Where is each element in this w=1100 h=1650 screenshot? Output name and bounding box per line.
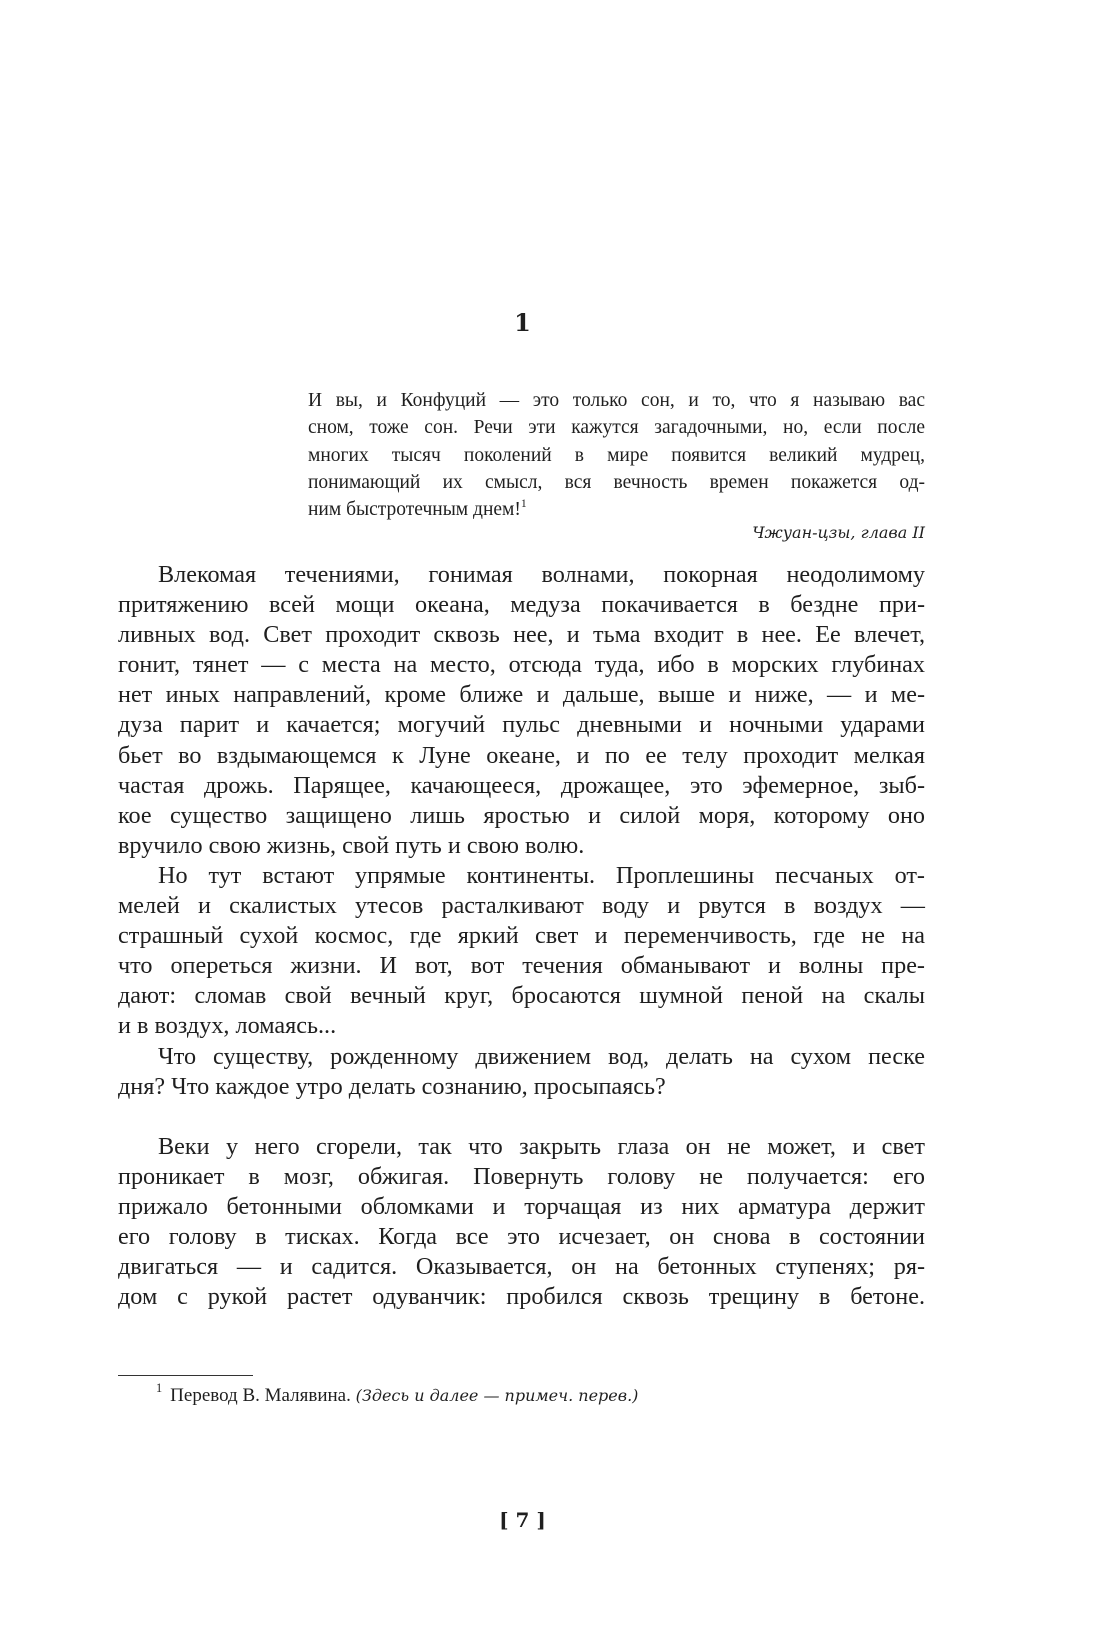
text-line: что опереться жизни. И вот, вот течения обманывают и волны пре- (118, 952, 925, 980)
epigraph-line: многих тысяч поколений в мире появится великий мудрец, (308, 444, 925, 466)
text-line: дом с рукой растет одуванчик: пробился сквозь трещину в бетоне. (118, 1283, 925, 1311)
text-line: Что существу, рожденному движением вод, делать на сухом песке (158, 1042, 925, 1070)
body-text (118, 560, 925, 1312)
text-line: частая дрожь. Парящее, качающееся, дрожащее, это эфемерное, зыб- (118, 771, 925, 799)
text-line: вручило свою жизнь, свой путь и свою волю. (118, 831, 585, 859)
epigraph-line: ним быстротечным днем! (308, 499, 521, 521)
text-line: и в воздух, ломаясь... (118, 1012, 337, 1040)
footnote (156, 1381, 639, 1408)
text-line: бьет во вздымающемся к Луне океане, и по ее телу проходит мелкая (118, 741, 925, 769)
text-line: проникает в мозг, обжигая. Повернуть голову не получается: его (118, 1162, 925, 1190)
text-line: нет иных направлений, кроме ближе и дальше, выше и ниже, — и ме- (118, 681, 925, 709)
epigraph-line: И вы, и Конфуций — это только сон, и то, что я называю вас (308, 390, 925, 411)
text-line: прижало бетонными обломками и торчащая из них арматура держит (118, 1192, 925, 1220)
text-line: его голову в тисках. Когда все это исчезает, он снова в состоянии (118, 1222, 925, 1250)
text-line: мелей и скалистых утесов расталкивают воду и рвутся в воздух — (118, 892, 925, 920)
text-line: дня? Что каждое утро делать сознанию, просыпаясь? (118, 1072, 666, 1100)
epigraph-attribution: Чжуан-цзы, глава II (752, 523, 925, 543)
chapter-number: 1 (514, 308, 531, 337)
paragraph (118, 1042, 925, 1102)
text-line: Веки у него сгорели, так что закрыть глаза он не может, и свет (158, 1132, 925, 1160)
epigraph-last-line (308, 496, 925, 523)
page-number: [ 7 ] (499, 1508, 546, 1532)
paragraph (118, 560, 925, 861)
text-line: притяжению всей мощи океана, медуза покачивается в бездне при- (118, 591, 925, 619)
footnote-divider (118, 1375, 253, 1376)
footnote-text: Перевод В. Малявина. (170, 1385, 351, 1406)
footnote-reference[interactable]: 1 (520, 497, 527, 510)
text-line: Но тут встают упрямые континенты. Проплешины песчаных от- (158, 861, 925, 889)
paragraph (118, 1132, 925, 1313)
epigraph-line: понимающий их смысл, вся вечность времен покажется од- (308, 471, 925, 493)
text-line: дают: сломав свой вечный круг, бросаются шумной пеной на скалы (118, 982, 925, 1010)
footnote-marker: 1 (156, 1381, 163, 1396)
text-line: ливных вод. Свет проходит сквозь нее, и тьма входит в нее. Ее влечет, (118, 621, 925, 649)
paragraph (118, 861, 925, 1042)
text-line: Влекомая течениями, гонимая волнами, покорная неодолимому (158, 561, 925, 588)
text-line: гонит, тянет — с места на место, отсюда туда, ибо в морских глубинах (118, 651, 925, 679)
epigraph-line: сном, тоже сон. Речи эти кажутся загадочными, но, если после (308, 417, 925, 439)
text-line: кое существо защищено лишь яростью и силой моря, которому оно (118, 801, 925, 829)
text-line: дуза парит и качается; могучий пульс дневными и ночными ударами (118, 711, 925, 739)
text-line: двигаться — и садится. Оказывается, он на бетонных ступенях; ря- (118, 1253, 925, 1281)
section-break (118, 1102, 925, 1132)
text-line: страшный сухой космос, где яркий свет и переменчивость, где не на (118, 922, 925, 950)
footnote-note: (Здесь и далее — примеч. перев.) (355, 1386, 639, 1405)
epigraph (308, 387, 925, 546)
